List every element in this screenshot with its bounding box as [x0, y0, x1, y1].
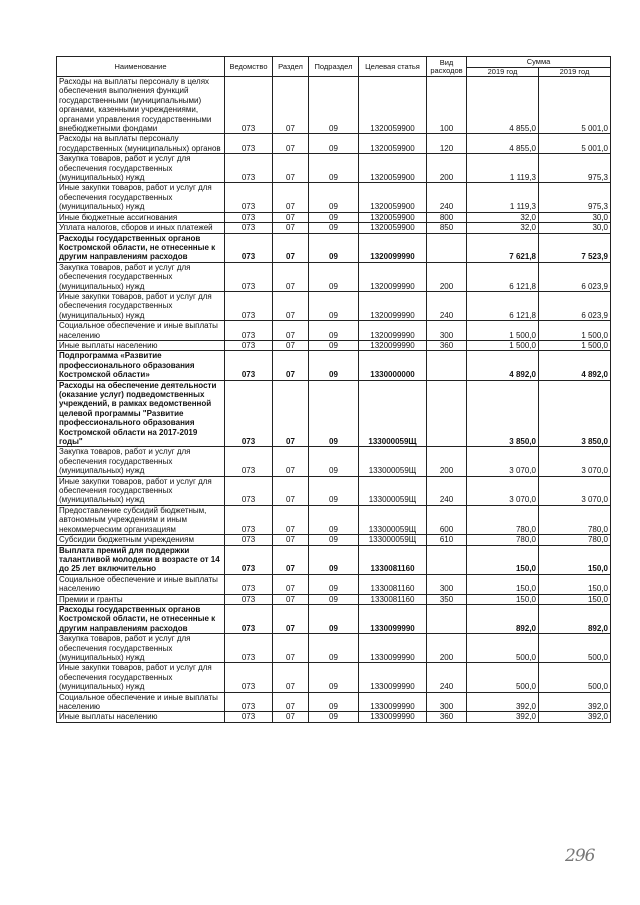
cell-name: Расходы государственных органов Костромской области, не отнесенные к другим направлениям расходов: [57, 604, 225, 633]
cell-target: 1320059900: [359, 154, 427, 183]
cell-section: 07: [273, 663, 309, 692]
table-row: [57, 604, 611, 633]
header-name: Наименование: [57, 57, 225, 77]
table-row: [57, 340, 611, 350]
cell-v2: 3 070,0: [539, 476, 611, 505]
cell-v2: 6 023,9: [539, 291, 611, 320]
cell-section: 07: [273, 321, 309, 341]
cell-target: 133000059Щ: [359, 380, 427, 447]
cell-dept: 073: [225, 634, 273, 663]
cell-section: 07: [273, 77, 309, 134]
cell-target: 1320059900: [359, 183, 427, 212]
cell-v2: 392,0: [539, 692, 611, 712]
cell-section: 07: [273, 476, 309, 505]
cell-dept: 073: [225, 291, 273, 320]
cell-name: Расходы государственных органов Костромской области, не отнесенные к другим направлениям расходов: [57, 233, 225, 262]
cell-name: Закупка товаров, работ и услуг для обеспечения государственных (муниципальных) нужд: [57, 447, 225, 476]
table-row: [57, 154, 611, 183]
table-row: [57, 574, 611, 594]
table-row: [57, 380, 611, 447]
budget-table: [56, 56, 611, 723]
cell-section: 07: [273, 183, 309, 212]
cell-v2: 3 070,0: [539, 447, 611, 476]
cell-subsection: 09: [309, 545, 359, 574]
cell-target: 133000059Щ: [359, 476, 427, 505]
header-year-2: 2019 год: [539, 68, 611, 77]
cell-v1: 6 121,8: [467, 291, 539, 320]
table-row: [57, 505, 611, 534]
cell-subsection: 09: [309, 77, 359, 134]
cell-name: Предоставление субсидий бюджетным, автономным учреждениям и иным некоммерческим организациям: [57, 505, 225, 534]
cell-target: 1330000000: [359, 351, 427, 380]
cell-v2: 4 892,0: [539, 351, 611, 380]
cell-v1: 500,0: [467, 663, 539, 692]
cell-name: Иные закупки товаров, работ и услуг для обеспечения государственных (муниципальных) нужд: [57, 476, 225, 505]
table-row: [57, 545, 611, 574]
cell-name: Расходы на выплаты персоналу в целях обеспечения выполнения функций государственными (муниципальными) органами, казенными учреждениями, органами управления государственными внебюджетными фондами: [57, 77, 225, 134]
table-row: [57, 223, 611, 233]
cell-section: 07: [273, 154, 309, 183]
cell-type: 200: [427, 154, 467, 183]
table-row: [57, 233, 611, 262]
cell-name: Иные бюджетные ассигнования: [57, 212, 225, 222]
cell-name: Выплата премий для поддержки талантливой молодежи в возрасте от 14 до 25 лет включительно: [57, 545, 225, 574]
cell-target: 1330099990: [359, 663, 427, 692]
cell-v1: 6 121,8: [467, 262, 539, 291]
cell-type: 240: [427, 291, 467, 320]
cell-dept: 073: [225, 77, 273, 134]
cell-name: Иные выплаты населению: [57, 712, 225, 722]
cell-v1: 150,0: [467, 594, 539, 604]
cell-subsection: 09: [309, 183, 359, 212]
cell-dept: 073: [225, 351, 273, 380]
header-subsection: Подраздел: [309, 57, 359, 77]
cell-type: 610: [427, 535, 467, 545]
cell-section: 07: [273, 134, 309, 154]
cell-section: 07: [273, 291, 309, 320]
cell-type: 300: [427, 574, 467, 594]
cell-type: [427, 351, 467, 380]
cell-v1: 392,0: [467, 712, 539, 722]
cell-target: 1320059900: [359, 77, 427, 134]
cell-v1: 780,0: [467, 535, 539, 545]
cell-v2: 392,0: [539, 712, 611, 722]
cell-v2: 3 850,0: [539, 380, 611, 447]
cell-target: 1330099990: [359, 712, 427, 722]
cell-v2: 150,0: [539, 594, 611, 604]
cell-subsection: 09: [309, 380, 359, 447]
cell-dept: 073: [225, 505, 273, 534]
table-row: [57, 212, 611, 222]
cell-target: 133000059Щ: [359, 535, 427, 545]
cell-v2: 892,0: [539, 604, 611, 633]
cell-v2: 7 523,9: [539, 233, 611, 262]
cell-section: 07: [273, 340, 309, 350]
cell-subsection: 09: [309, 634, 359, 663]
cell-dept: 073: [225, 476, 273, 505]
cell-dept: 073: [225, 183, 273, 212]
table-row: [57, 291, 611, 320]
cell-section: 07: [273, 212, 309, 222]
cell-subsection: 09: [309, 291, 359, 320]
cell-name: Субсидии бюджетным учреждениям: [57, 535, 225, 545]
cell-name: Подпрограмма «Развитие профессионального образования Костромской области»: [57, 351, 225, 380]
cell-subsection: 09: [309, 212, 359, 222]
cell-type: 240: [427, 476, 467, 505]
cell-target: 1320099990: [359, 291, 427, 320]
cell-section: 07: [273, 380, 309, 447]
cell-type: 800: [427, 212, 467, 222]
cell-section: 07: [273, 594, 309, 604]
cell-target: 1320099990: [359, 233, 427, 262]
cell-name: Расходы на выплаты персоналу государственных (муниципальных) органов: [57, 134, 225, 154]
table-row: [57, 262, 611, 291]
cell-type: 300: [427, 692, 467, 712]
cell-dept: 073: [225, 154, 273, 183]
cell-v1: 150,0: [467, 545, 539, 574]
cell-name: Социальное обеспечение и иные выплаты населению: [57, 692, 225, 712]
cell-section: 07: [273, 351, 309, 380]
cell-dept: 073: [225, 321, 273, 341]
cell-dept: 073: [225, 340, 273, 350]
table-row: [57, 183, 611, 212]
cell-name: Иные закупки товаров, работ и услуг для обеспечения государственных (муниципальных) нужд: [57, 183, 225, 212]
cell-dept: 073: [225, 692, 273, 712]
cell-target: 1320059900: [359, 223, 427, 233]
cell-type: [427, 233, 467, 262]
cell-type: 600: [427, 505, 467, 534]
table-row: [57, 351, 611, 380]
cell-target: 1330081160: [359, 545, 427, 574]
cell-subsection: 09: [309, 233, 359, 262]
cell-type: 240: [427, 183, 467, 212]
cell-subsection: 09: [309, 476, 359, 505]
cell-name: Премии и гранты: [57, 594, 225, 604]
cell-name: Иные закупки товаров, работ и услуг для обеспечения государственных (муниципальных) нужд: [57, 663, 225, 692]
cell-target: 1330099990: [359, 634, 427, 663]
cell-type: 360: [427, 712, 467, 722]
cell-name: Уплата налогов, сборов и иных платежей: [57, 223, 225, 233]
cell-type: 200: [427, 262, 467, 291]
cell-subsection: 09: [309, 663, 359, 692]
table-row: [57, 634, 611, 663]
cell-v2: 500,0: [539, 663, 611, 692]
cell-section: 07: [273, 574, 309, 594]
cell-v1: 3 850,0: [467, 380, 539, 447]
cell-target: 1330081160: [359, 574, 427, 594]
cell-v2: 780,0: [539, 505, 611, 534]
cell-target: 1330099990: [359, 604, 427, 633]
cell-name: Иные выплаты населению: [57, 340, 225, 350]
cell-type: [427, 604, 467, 633]
table-row: [57, 594, 611, 604]
cell-section: 07: [273, 535, 309, 545]
table-body: [57, 77, 611, 723]
cell-target: 1320059900: [359, 134, 427, 154]
cell-dept: 073: [225, 223, 273, 233]
cell-section: 07: [273, 545, 309, 574]
cell-v1: 500,0: [467, 634, 539, 663]
cell-dept: 073: [225, 663, 273, 692]
cell-name: Закупка товаров, работ и услуг для обеспечения государственных (муниципальных) нужд: [57, 634, 225, 663]
cell-dept: 073: [225, 233, 273, 262]
cell-dept: 073: [225, 212, 273, 222]
cell-v1: 3 070,0: [467, 447, 539, 476]
cell-v1: 4 855,0: [467, 134, 539, 154]
cell-dept: 073: [225, 574, 273, 594]
cell-v1: 1 119,3: [467, 183, 539, 212]
cell-target: 1320099990: [359, 321, 427, 341]
cell-type: 120: [427, 134, 467, 154]
cell-dept: 073: [225, 604, 273, 633]
table-row: [57, 321, 611, 341]
table-row: [57, 692, 611, 712]
header-expense-type: Вид расходов: [427, 57, 467, 77]
cell-v1: 32,0: [467, 212, 539, 222]
cell-v2: 30,0: [539, 212, 611, 222]
cell-section: 07: [273, 604, 309, 633]
table-row: [57, 447, 611, 476]
cell-section: 07: [273, 505, 309, 534]
header-year-1: 2019 год: [467, 68, 539, 77]
table-row: [57, 77, 611, 134]
cell-v2: 30,0: [539, 223, 611, 233]
cell-subsection: 09: [309, 447, 359, 476]
cell-target: 133000059Щ: [359, 505, 427, 534]
cell-target: 1320099990: [359, 262, 427, 291]
cell-subsection: 09: [309, 223, 359, 233]
cell-v1: 32,0: [467, 223, 539, 233]
header-section: Раздел: [273, 57, 309, 77]
cell-v2: 975,3: [539, 154, 611, 183]
cell-v2: 1 500,0: [539, 340, 611, 350]
cell-subsection: 09: [309, 594, 359, 604]
cell-v2: 500,0: [539, 634, 611, 663]
cell-subsection: 09: [309, 351, 359, 380]
cell-name: Закупка товаров, работ и услуг для обеспечения государственных (муниципальных) нужд: [57, 154, 225, 183]
cell-type: 240: [427, 663, 467, 692]
cell-subsection: 09: [309, 692, 359, 712]
cell-subsection: 09: [309, 154, 359, 183]
cell-name: Социальное обеспечение и иные выплаты населению: [57, 574, 225, 594]
cell-name: Закупка товаров, работ и услуг для обеспечения государственных (муниципальных) нужд: [57, 262, 225, 291]
cell-name: Иные закупки товаров, работ и услуг для обеспечения государственных (муниципальных) нужд: [57, 291, 225, 320]
cell-section: 07: [273, 223, 309, 233]
cell-v1: 150,0: [467, 574, 539, 594]
cell-dept: 073: [225, 380, 273, 447]
cell-subsection: 09: [309, 712, 359, 722]
cell-type: 300: [427, 321, 467, 341]
cell-type: [427, 545, 467, 574]
cell-v2: 1 500,0: [539, 321, 611, 341]
cell-target: 1320059900: [359, 212, 427, 222]
cell-v2: 5 001,0: [539, 77, 611, 134]
cell-dept: 073: [225, 712, 273, 722]
cell-dept: 073: [225, 535, 273, 545]
cell-subsection: 09: [309, 134, 359, 154]
cell-v1: 780,0: [467, 505, 539, 534]
cell-type: 200: [427, 634, 467, 663]
cell-v2: 5 001,0: [539, 134, 611, 154]
cell-type: 350: [427, 594, 467, 604]
cell-dept: 073: [225, 545, 273, 574]
table-row: [57, 134, 611, 154]
cell-target: 1330099990: [359, 692, 427, 712]
cell-section: 07: [273, 692, 309, 712]
table-row: [57, 712, 611, 722]
cell-target: 1330081160: [359, 594, 427, 604]
cell-type: 360: [427, 340, 467, 350]
table-row: [57, 535, 611, 545]
table-row: [57, 663, 611, 692]
cell-dept: 073: [225, 594, 273, 604]
cell-subsection: 09: [309, 535, 359, 545]
cell-v1: 4 855,0: [467, 77, 539, 134]
cell-dept: 073: [225, 447, 273, 476]
cell-v1: 392,0: [467, 692, 539, 712]
cell-section: 07: [273, 447, 309, 476]
cell-subsection: 09: [309, 321, 359, 341]
cell-section: 07: [273, 262, 309, 291]
cell-v2: 150,0: [539, 545, 611, 574]
cell-dept: 073: [225, 262, 273, 291]
cell-section: 07: [273, 634, 309, 663]
cell-subsection: 09: [309, 574, 359, 594]
page-number: 296: [565, 846, 595, 866]
cell-type: 850: [427, 223, 467, 233]
cell-section: 07: [273, 233, 309, 262]
cell-v1: 1 500,0: [467, 321, 539, 341]
header-target: Целевая статья: [359, 57, 427, 77]
cell-v2: 150,0: [539, 574, 611, 594]
cell-target: 1320099990: [359, 340, 427, 350]
cell-type: [427, 380, 467, 447]
cell-name: Расходы на обеспечение деятельности (оказание услуг) подведомственных учреждений, в рамках ведомственной целевой программы "Развитие профессионального образования Костромской области на 2017-2019 годы": [57, 380, 225, 447]
cell-v1: 892,0: [467, 604, 539, 633]
cell-target: 133000059Щ: [359, 447, 427, 476]
cell-v1: 4 892,0: [467, 351, 539, 380]
header-sum: Сумма: [467, 57, 611, 68]
cell-subsection: 09: [309, 505, 359, 534]
cell-v1: 3 070,0: [467, 476, 539, 505]
header-dept: Ведомство: [225, 57, 273, 77]
cell-v1: 7 621,8: [467, 233, 539, 262]
cell-type: 200: [427, 447, 467, 476]
cell-v2: 6 023,9: [539, 262, 611, 291]
cell-v1: 1 500,0: [467, 340, 539, 350]
cell-dept: 073: [225, 134, 273, 154]
cell-v2: 975,3: [539, 183, 611, 212]
cell-type: 100: [427, 77, 467, 134]
cell-section: 07: [273, 712, 309, 722]
cell-v1: 1 119,3: [467, 154, 539, 183]
cell-subsection: 09: [309, 262, 359, 291]
cell-name: Социальное обеспечение и иные выплаты населению: [57, 321, 225, 341]
cell-v2: 780,0: [539, 535, 611, 545]
cell-subsection: 09: [309, 604, 359, 633]
cell-subsection: 09: [309, 340, 359, 350]
table-row: [57, 476, 611, 505]
